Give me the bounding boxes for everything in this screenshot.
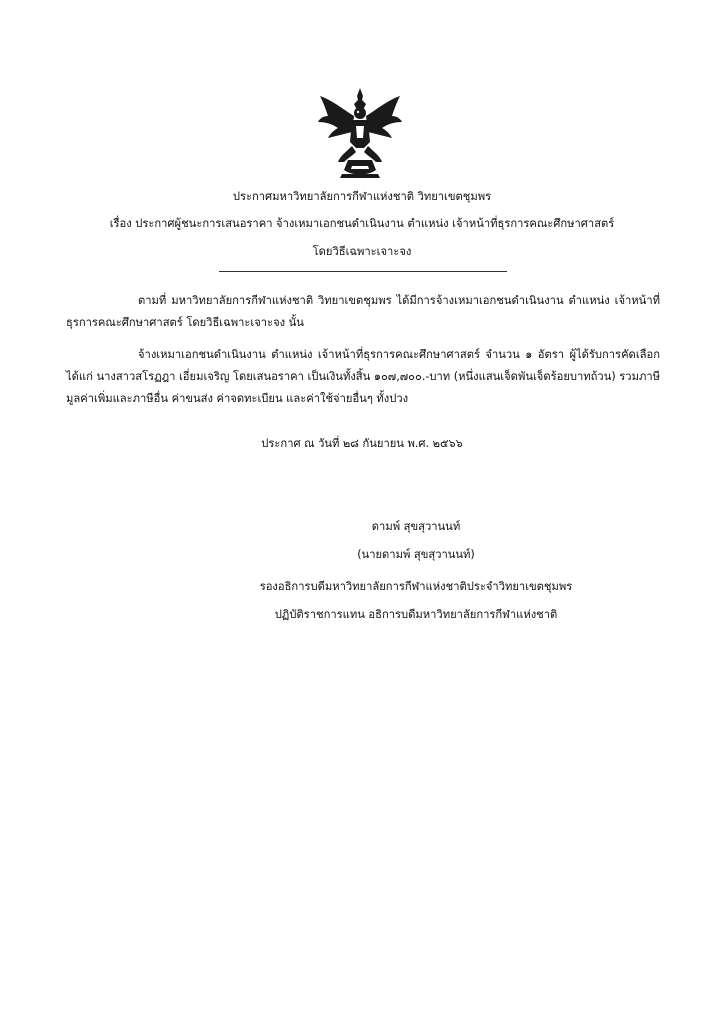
- body-paragraph-1-text: ตามที่ มหาวิทยาลัยการกีฬาแห่งชาติ วิทยาเขตชุมพร ได้มีการจ้างเหมาเอกชนดำเนินงาน ตำแหน่ง เจ้าหน้าที่ธุรการคณะศึกษาศาสตร์ โดยวิธีเฉพาะเจาะจง นั้น: [66, 294, 660, 329]
- signatory-position: รองอธิการบดีมหาวิทยาลัยการกีฬาแห่งชาติประจำวิทยาเขตชุมพร: [259, 580, 573, 593]
- announcement-date: ประกาศ ณ วันที่ ๒๘ กันยายน พ.ศ. ๒๕๖๖: [261, 437, 463, 450]
- body-paragraph-2-text: จ้างเหมาเอกชนดำเนินงาน ตำแหน่ง เจ้าหน้าที่ธุรการคณะศึกษาศาสตร์ จำนวน ๑ อัตรา ผู้ได้รับการคัดเลือก ได้แก่ นางสาวสโรฏฎา เอี่ยมเจริญ โดยเสนอราคา เป็นเงินทั้งสิ้น ๑๐๗,๗๐๐.-บาท (หนึ่งแสนเจ็ดพันเจ็ดร้อยบาทถ้วน) รวมภาษีมูลค่าเพิ่มและภาษีอื่น ค่าขนส่ง ค่าจดทะเบียน และค่าใช้จ่ายอื่นๆ ทั้งปวง: [66, 348, 660, 405]
- signatory-acting-for: ปฏิบัติราชการแทน อธิการบดีมหาวิทยาลัยการกีฬาแห่งชาติ: [274, 608, 558, 621]
- signatory-full-name: (นายดามพ์ สุขสุวานนท์): [357, 548, 475, 561]
- body-paragraph-1: [66, 290, 660, 334]
- garuda-emblem-icon: [314, 86, 406, 182]
- procurement-method: โดยวิธีเฉพาะเจาะจง: [312, 245, 412, 258]
- signature-handwritten-name: ดามพ์ สุขสุวานนท์: [371, 520, 461, 533]
- body-paragraph-2: [66, 344, 660, 410]
- announcement-subject: เรื่อง ประกาศผู้ชนะการเสนอราคา จ้างเหมาเอกชนดำเนินงาน ตำแหน่ง เจ้าหน้าที่ธุรการคณะศึกษาศาสตร์: [109, 217, 615, 230]
- announcement-title: ประกาศมหาวิทยาลัยการกีฬาแห่งชาติ วิทยาเขตชุมพร: [232, 190, 492, 203]
- title-divider: [219, 271, 507, 272]
